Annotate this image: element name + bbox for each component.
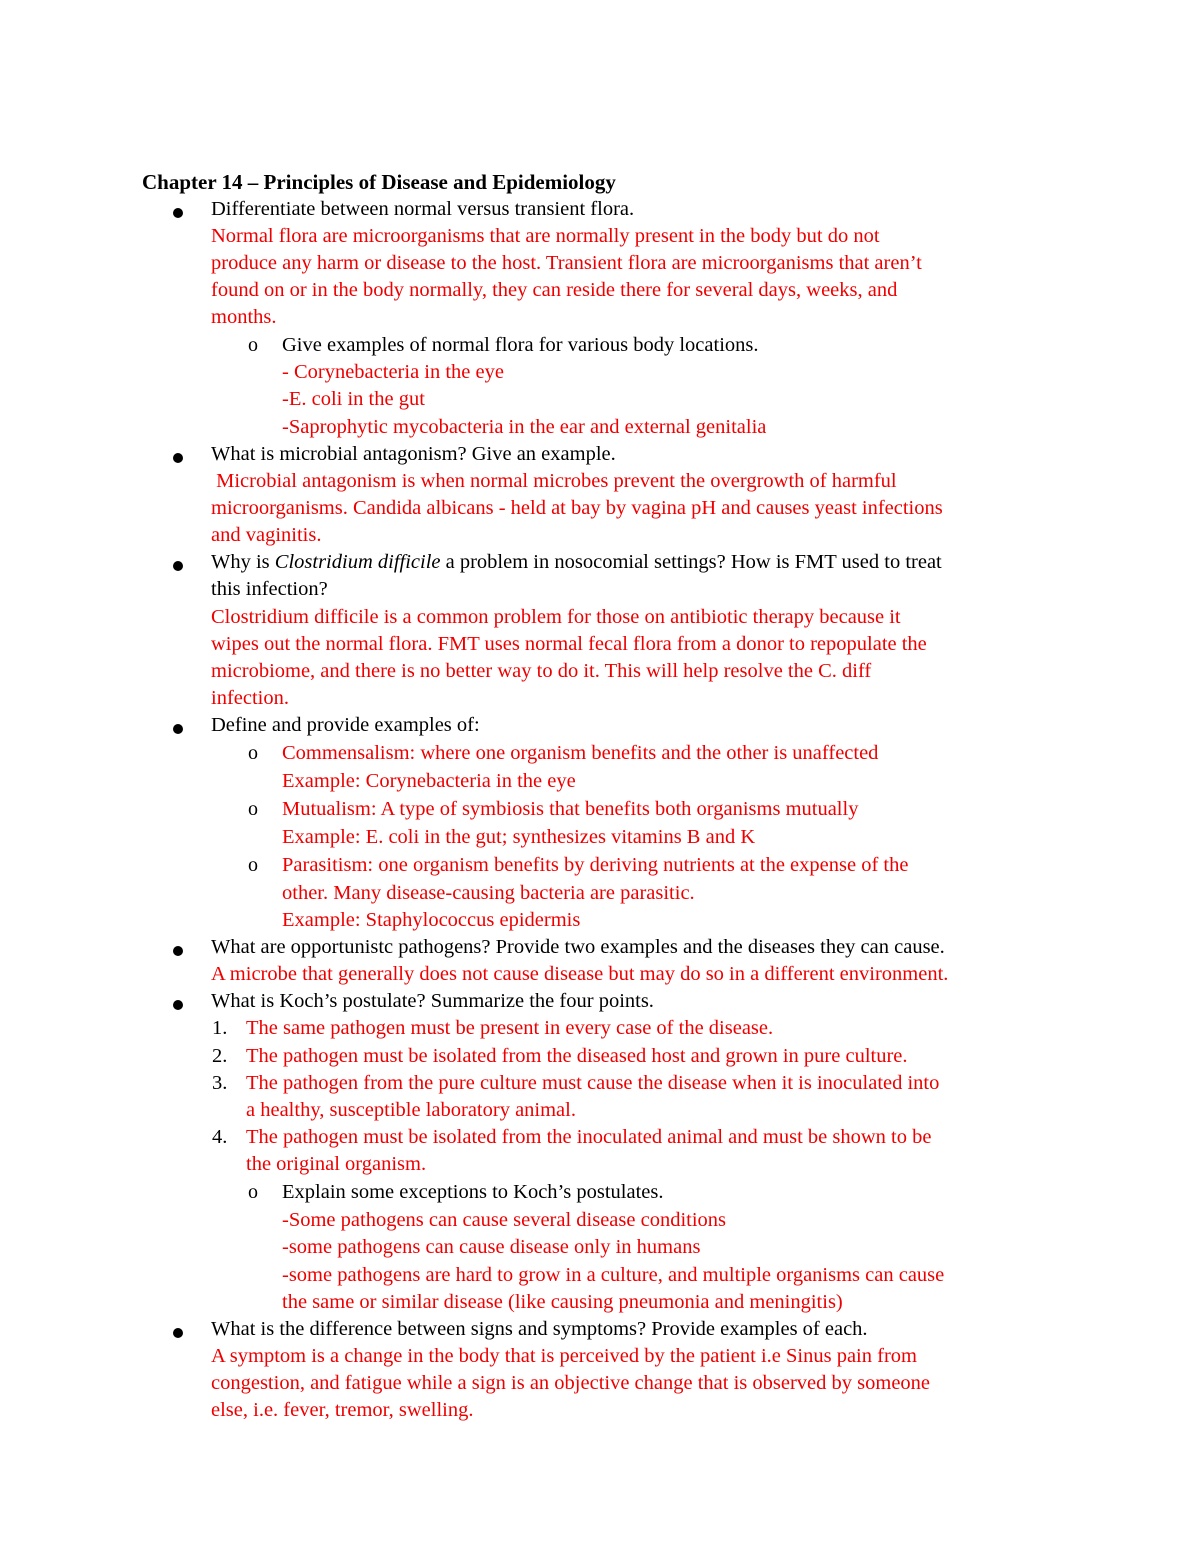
question-text: Define and provide examples of: xyxy=(211,714,480,736)
definition-line: other. Many disease-causing bacteria are parasitic. xyxy=(282,882,695,904)
answer-line: -some pathogens can cause disease only in humans xyxy=(282,1236,701,1258)
example-line: Example: Corynebacteria in the eye xyxy=(282,770,576,792)
answer-line: -Some pathogens can cause several disease conditions xyxy=(282,1209,727,1231)
answer-line: Clostridium difficile is a common problem for those on antibiotic therapy because it xyxy=(211,606,901,628)
answer-line: produce any harm or disease to the host. Transient flora are microorganisms that aren’t xyxy=(211,252,922,274)
postulate-line: The pathogen must be isolated from the inoculated animal and must be shown to be xyxy=(246,1126,932,1148)
definition-line: Parasitism: one organism benefits by deriving nutrients at the expense of the xyxy=(282,854,909,876)
question-text xyxy=(211,549,942,576)
bullet-icon xyxy=(173,724,183,734)
example-line: Example: E. coli in the gut; synthesizes vitamins B and K xyxy=(282,826,756,848)
question-text: What is the difference between signs and symptoms? Provide examples of each. xyxy=(211,1318,868,1340)
sub-bullet-icon: o xyxy=(248,1181,258,1203)
bullet-icon xyxy=(173,1328,183,1338)
question-text-part: a problem in nosocomial settings? How is FMT used to treat xyxy=(440,551,942,573)
bullet-icon xyxy=(173,1000,183,1010)
sub-bullet-icon: o xyxy=(248,334,258,356)
answer-line: Normal flora are microorganisms that are normally present in the body but do not xyxy=(211,225,880,247)
answer-line: Microbial antagonism is when normal microbes prevent the overgrowth of harmful xyxy=(211,470,897,492)
question-text: this infection? xyxy=(211,578,328,600)
list-number: 3. xyxy=(212,1072,228,1094)
answer-line: microorganisms. Candida albicans - held at bay by vagina pH and causes yeast infections xyxy=(211,497,943,519)
sub-bullet-icon: o xyxy=(248,798,258,820)
answer-line: A symptom is a change in the body that is perceived by the patient i.e Sinus pain from xyxy=(211,1345,917,1367)
postulate-line: The pathogen must be isolated from the diseased host and grown in pure culture. xyxy=(246,1045,908,1067)
definition-line: Commensalism: where one organism benefits and the other is unaffected xyxy=(282,742,879,764)
bullet-icon xyxy=(173,946,183,956)
organism-name: Clostridium difficile xyxy=(274,551,441,573)
answer-line: found on or in the body normally, they can reside there for several days, weeks, and xyxy=(211,279,898,301)
answer-line: - Corynebacteria in the eye xyxy=(282,361,504,383)
question-text: What is Koch’s postulate? Summarize the four points. xyxy=(211,990,654,1012)
answer-line: A microbe that generally does not cause disease but may do so in a different environment. xyxy=(211,963,949,985)
sub-bullet-icon: o xyxy=(248,854,258,876)
postulate-line: The same pathogen must be present in every case of the disease. xyxy=(246,1017,774,1039)
answer-line: infection. xyxy=(211,687,289,709)
question-text: Differentiate between normal versus transient flora. xyxy=(211,198,635,220)
postulate-line: The pathogen from the pure culture must cause the disease when it is inoculated into xyxy=(246,1072,940,1094)
list-number: 4. xyxy=(212,1126,228,1148)
answer-line: microbiome, and there is no better way to do it. This will help resolve the C. diff xyxy=(211,660,872,682)
example-line: Example: Staphylococcus epidermis xyxy=(282,909,581,931)
answer-line: congestion, and fatigue while a sign is an objective change that is observed by someone xyxy=(211,1372,931,1394)
answer-line: -some pathogens are hard to grow in a culture, and multiple organisms can cause xyxy=(282,1264,945,1286)
answer-line: -E. coli in the gut xyxy=(282,388,425,410)
postulate-line: the original organism. xyxy=(246,1153,427,1175)
postulate-line: a healthy, susceptible laboratory animal. xyxy=(246,1099,576,1121)
answer-line: else, i.e. fever, tremor, swelling. xyxy=(211,1399,474,1421)
list-number: 1. xyxy=(212,1017,228,1039)
definition-line: Mutualism: A type of symbiosis that benefits both organisms mutually xyxy=(282,798,859,820)
bullet-icon xyxy=(173,208,183,218)
bullet-icon xyxy=(173,561,183,571)
question-text: What is microbial antagonism? Give an example. xyxy=(211,443,616,465)
answer-line: the same or similar disease (like causing pneumonia and meningitis) xyxy=(282,1291,843,1313)
answer-line: and vaginitis. xyxy=(211,524,322,546)
answer-line: wipes out the normal flora. FMT uses normal fecal flora from a donor to repopulate the xyxy=(211,633,927,655)
question-text-part: Why is xyxy=(211,551,275,573)
sub-question-text: Explain some exceptions to Koch’s postulates. xyxy=(282,1181,664,1203)
page-title: Chapter 14 – Principles of Disease and Epidemiology xyxy=(142,170,616,194)
question-text: What are opportunistc pathogens? Provide two examples and the diseases they can cause. xyxy=(211,936,945,958)
answer-line: months. xyxy=(211,306,277,328)
sub-bullet-icon: o xyxy=(248,742,258,764)
list-number: 2. xyxy=(212,1045,228,1067)
bullet-icon xyxy=(173,453,183,463)
answer-line: -Saprophytic mycobacteria in the ear and external genitalia xyxy=(282,416,767,438)
sub-question-text: Give examples of normal flora for various body locations. xyxy=(282,334,759,356)
